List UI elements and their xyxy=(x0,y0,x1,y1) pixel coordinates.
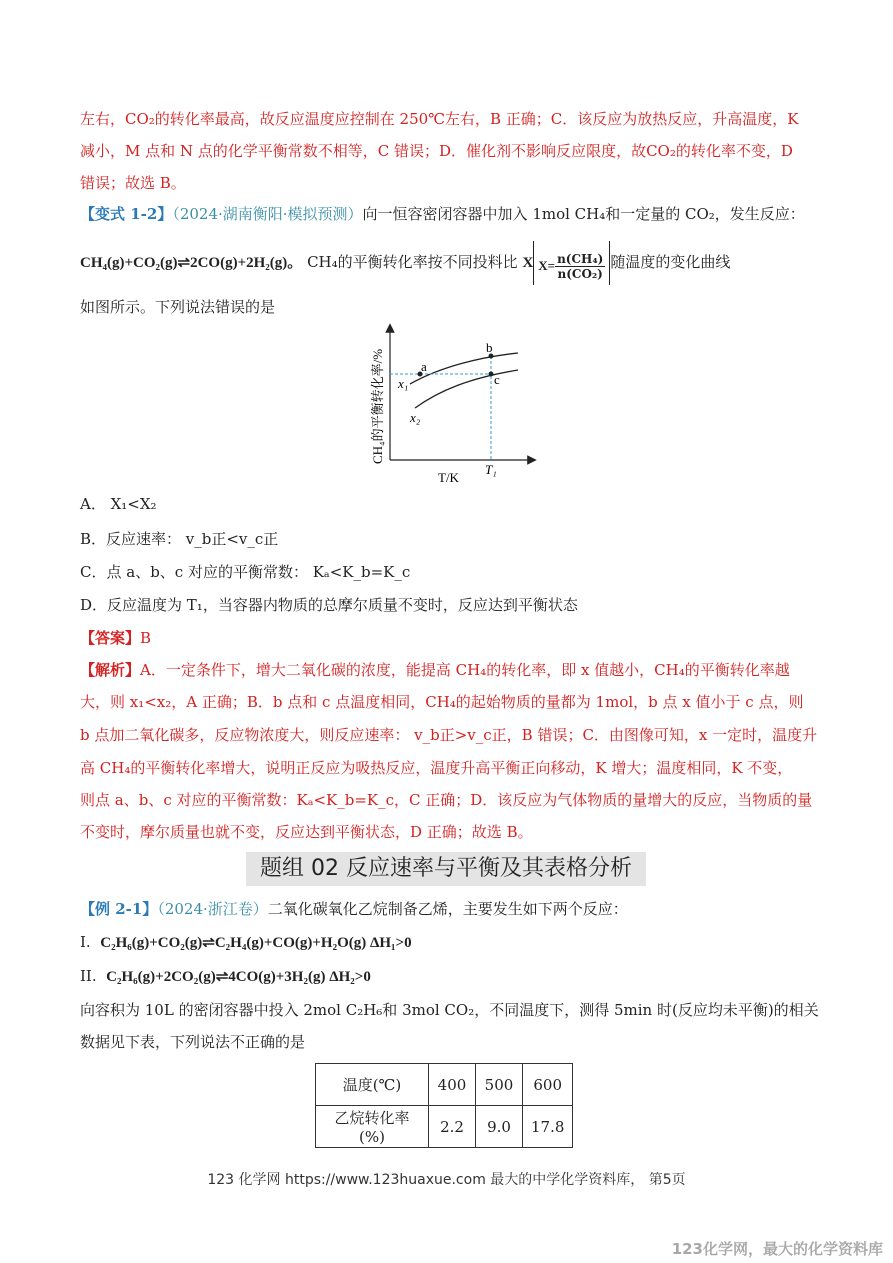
label-b: b xyxy=(486,340,493,355)
table-cell: 400 xyxy=(429,1064,476,1106)
analysis-line-4: 高 CH₄的平衡转化率增大，说明正反应为吸热反应，温度升高平衡正向移动，K 增大；温度相同，K 不变， xyxy=(80,759,793,777)
section-title: 题组 02 反应速率与平衡及其表格分析 xyxy=(246,852,646,886)
page-footer: 123 化学网 https://www.123huaxue.com 最大的中学化学资料库， 第5页 xyxy=(207,1172,686,1188)
table-cell: 2.2 xyxy=(429,1106,476,1148)
table-cell: 500 xyxy=(476,1064,523,1106)
answer-line xyxy=(80,628,151,648)
x-axis-label: T/K xyxy=(438,470,459,485)
curve-x2 xyxy=(415,370,518,408)
reaction-1-number: I. xyxy=(80,933,91,951)
analysis-line-5: 则点 a、b、c 对应的平衡常数：Kₐ<K_b=K_c，C 正确；D．该反应为气体物质的量增大的反应，当物质的量 xyxy=(80,791,813,809)
variant-x-label: X xyxy=(522,255,534,271)
table-row xyxy=(316,1064,573,1106)
analysis-line-1 xyxy=(80,660,790,680)
reaction-1-equation: C₂H₆(g)+CO₂(g)⇌C₂H₄(g)+CO(g)+H₂O(g) ΔH₁>0 xyxy=(100,935,412,951)
variant-stem-line xyxy=(80,204,805,224)
reaction-2-number: II. xyxy=(80,967,97,985)
watermark: 123化学网，最大的化学资料库 xyxy=(671,1240,883,1258)
label-c: c xyxy=(494,372,500,387)
y-axis-label: CH₄的平衡转化率/% xyxy=(370,348,385,464)
option-b: B．反应速率： v_b正<v_c正 xyxy=(80,530,279,548)
continuation-line-1: 左右，CO₂的转化率最高，故反应温度应控制在 250℃左右，B 正确；C．该反应为放热反应，升高温度，K xyxy=(80,110,799,128)
answer-value: B xyxy=(140,629,152,647)
reaction-2 xyxy=(80,966,371,987)
analysis-label: 【解析】 xyxy=(80,661,141,679)
table-cell: 温度(℃) xyxy=(316,1064,429,1106)
ratio-fraction xyxy=(555,252,605,281)
option-a: A． X₁<X₂ xyxy=(80,495,157,513)
ratio-denominator: n(CO₂) xyxy=(557,266,603,281)
data-table xyxy=(315,1063,573,1148)
ratio-bracket xyxy=(533,241,610,285)
analysis-line-6: 不变时，摩尔质量也就不变，反应达到平衡状态，D 正确；故选 B。 xyxy=(80,823,533,841)
example-line-2: 数据见下表，下列说法不正确的是 xyxy=(80,1033,306,1051)
table-cell: 600 xyxy=(523,1064,573,1106)
ratio-numerator: n(CH₄) xyxy=(557,251,604,266)
example-stem: 二氧化碳氧化乙烷制备乙烯，主要发生如下两个反应： xyxy=(267,900,628,918)
analysis-line-3: b 点加二氧化碳多，反应物浓度大，则反应速率： v_b正>v_c正，B 错误；C．由图像可知，x 一定时，温度升 xyxy=(80,726,818,744)
conversion-figure xyxy=(360,322,540,490)
analysis-line-2: 大，则 x₁<x₂，A 正确；B．b 点和 c 点温度相同，CH₄的起始物质的量都为 1mol，b 点 x 值小于 c 点，则 xyxy=(80,693,804,711)
variant-equation-line xyxy=(80,240,730,284)
point-c xyxy=(489,372,494,377)
continuation-line-3: 错误；故选 B。 xyxy=(80,174,186,192)
variant-stem-3: 随温度的变化曲线 xyxy=(610,253,731,271)
variant-label: 【变式 1-2】 xyxy=(80,205,173,223)
table-cell: 17.8 xyxy=(523,1106,573,1148)
example-stem-line xyxy=(80,899,628,919)
example-line-1: 向容积为 10L 的密闭容器中投入 2mol C₂H₆和 3mol CO₂，不同温度下，测得 5min 时(反应均未平衡)的相关 xyxy=(80,1001,819,1019)
label-x1: x₁ xyxy=(398,376,409,391)
table-row xyxy=(316,1106,573,1148)
label-x2: x₂ xyxy=(410,410,421,425)
option-d: D．反应温度为 T₁，当容器内物质的总摩尔质量不变时，反应达到平衡状态 xyxy=(80,596,578,614)
variant-stem-2: CH₄的平衡转化率按不同投料比 xyxy=(307,253,518,271)
variant-stem-4: 如图所示。下列说法错误的是 xyxy=(80,298,276,316)
label-a: a xyxy=(421,359,427,374)
option-c: C．点 a、b、c 对应的平衡常数： Kₐ<K_b=K_c xyxy=(80,563,411,581)
reaction-2-equation: C₂H₆(g)+2CO₂(g)⇌4CO(g)+3H₂(g) ΔH₂>0 xyxy=(106,969,371,985)
variant-source: （2024·湖南衡阳·模拟预测） xyxy=(172,205,363,223)
ratio-x-eq: X= xyxy=(538,258,556,273)
variant-equation: CH₄(g)+CO₂(g)⇌2CO(g)+2H₂(g)。 xyxy=(80,255,303,271)
analysis-text-1: A．一定条件下，增大二氧化碳的浓度，能提高 CH₄的转化率，即 x 值越小，CH₄的平衡转化率越 xyxy=(140,661,790,679)
tick-t1: T₁ xyxy=(485,462,497,477)
example-source: （2024·浙江卷） xyxy=(157,900,268,918)
table-cell: 9.0 xyxy=(476,1106,523,1148)
answer-label: 【答案】 xyxy=(80,629,141,647)
example-label: 【例 2-1】 xyxy=(80,900,158,918)
table-cell: 乙烷转化率(%) xyxy=(316,1106,429,1148)
variant-stem-1: 向一恒容密闭容器中加入 1mol CH₄和一定量的 CO₂，发生反应： xyxy=(362,205,805,223)
reaction-1 xyxy=(80,932,412,953)
continuation-line-2: 减小，M 点和 N 点的化学平衡常数不相等，C 错误；D．催化剂不影响反应限度，故CO₂的转化率不变，D xyxy=(80,142,793,160)
